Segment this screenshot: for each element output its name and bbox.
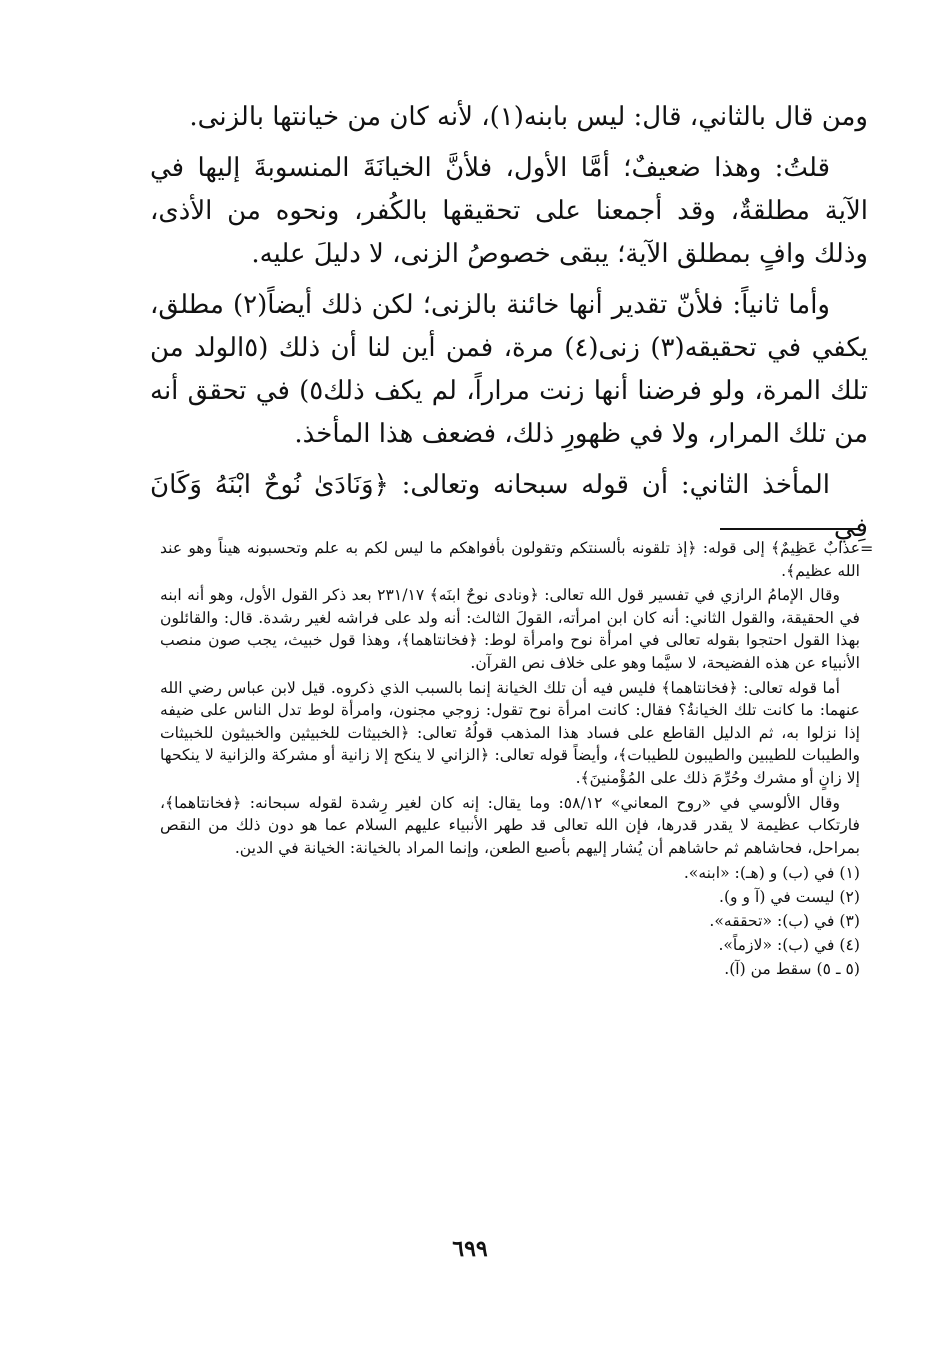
main-paragraph: قلتُ: وهذا ضعيفٌ؛ أمَّا الأول، فلأنَّ الخيانَةَ المنسوبةَ إليها في الآية مطلقةٌ، وقد أجمعنا على تحقيقها بالكُفر، ونحوه من الأذى، وذلك وافٍ بمطلق الآية؛ يبقى خصوصُ الزنى، لا دليلَ عليه.: [150, 153, 868, 269]
variant-note: (٣) في (ب): «تحققه».: [709, 912, 860, 931]
footnote-separator: [720, 528, 860, 530]
page-number: ٦٩٩: [452, 1236, 488, 1262]
footnote-paragraph: أما قوله تعالى: ﴿فخانتاهما﴾ فليس فيه أن تلك الخيانة إنما بالسبب الذي ذكروه. قيل لابن عباس رضي الله عنهما: ما كانت تلك الخيانةُ؟ فقال: كانت امرأة نوح تقول: زوجي مجنون، وامرأة لوط تدل الناس على ضيفه إذا نزلوا به، ثم الدليل القاطع على فساد هذا المذهب قولُهُ تعالى: ﴿الخبيثات للخبيثين والخبيثون للخبيثات والطيبات للطيبين والطيبون للطيبات﴾، وأيضاً قوله تعالى: ﴿الزاني لا ينكح إلا زانية أو مشركة والزانية لا ينكحها إلا زانٍ أو مشرك وحُرِّمَ ذلك على المُؤْمنينَ﴾.: [160, 678, 860, 787]
main-paragraph: وأما ثانياً: فلأنّ تقدير أنها خائنة بالزنى؛ لكن ذلك أيضاً(٢) مطلق، يكفي في تحقيقه(٣) زنى(٤) مرة، فمن أين لنا أن ذلك (٥الولد من تلك المرة، ولو فرضنا أنها زنت مراراً، لم يكف ذلك٥) في تحقق أنه من تلك المرار، ولا في ظهورِ ذلك، فضعف هذا المأخذ.: [150, 290, 868, 449]
main-text: [150, 96, 868, 558]
main-paragraph: ومن قال بالثاني، قال: ليس بابنه(١)، لأنه كان من خيانتها بالزنى.: [189, 102, 868, 132]
footnote-paragraph: عذابٌ عَظِيمٌ﴾ إلى قوله: ﴿إذ تلقونه بألسنتكم وتقولون بأفواهكم ما ليس لكم به علم وتحسبونه هيناً وهو عند الله عظيم﴾.: [160, 539, 860, 580]
variant-notes: [160, 861, 860, 981]
footnote-paragraph: وقال الإمامُ الرازي في تفسير قول الله تعالى: ﴿ونادى نوحٌ ابنَه﴾ ٢٣١/١٧ بعد ذكر القول الأول، وهو أنه ابنه في الحقيقة، والقول الثاني: أنه كان ابن امرأته، القولَ الثالث: أنه ولد على فراشه لغير رشدة. قال: والقائلون بهذا القول احتجوا بقوله تعالى في امرأة نوح وامرأة لوط: ﴿فخانتاهما﴾، وهذا قول خبيث، يجب صون منصب الأنبياء عن هذه الفضيحة، لا سيَّما وهو على خلاف نص القرآن.: [160, 586, 860, 672]
variant-note: (٢) ليست في (آ و و).: [718, 888, 860, 907]
variant-note: (١) في (ب) و (هـ): «ابنه».: [683, 864, 860, 883]
main-paragraph: المأخذ الثاني: أن قوله سبحانه وتعالى: ﴿وَنَادَىٰ نُوحٌ ابْنَهُ وَكَانَ فِي: [150, 470, 868, 543]
footnote-continuation-mark: =: [860, 539, 874, 558]
footnote-paragraph: وقال الألوسي في «روح المعاني» ٥٨/١٢: وما يقال: إنه كان لغير رِشدة لقوله سبحانه: ﴿فخانتاهما﴾، فارتكاب عظيمة لا يقدر قدرها، فإن الله تعالى قد طهر الأنبياء عليهم السلام عما هو دون ذلك من النقص بمراحل، فحاشاهم ثم حاشاهم أن يُشار إليهم بأصبع الطعن، وإنما المراد بالخيانة: الخيانة في الدين.: [160, 793, 860, 857]
footnotes: [160, 537, 860, 981]
variant-note: (٤) في (ب): «لازماً».: [718, 936, 860, 955]
variant-note: (٥ ـ ٥) سقط من (آ).: [724, 960, 860, 979]
